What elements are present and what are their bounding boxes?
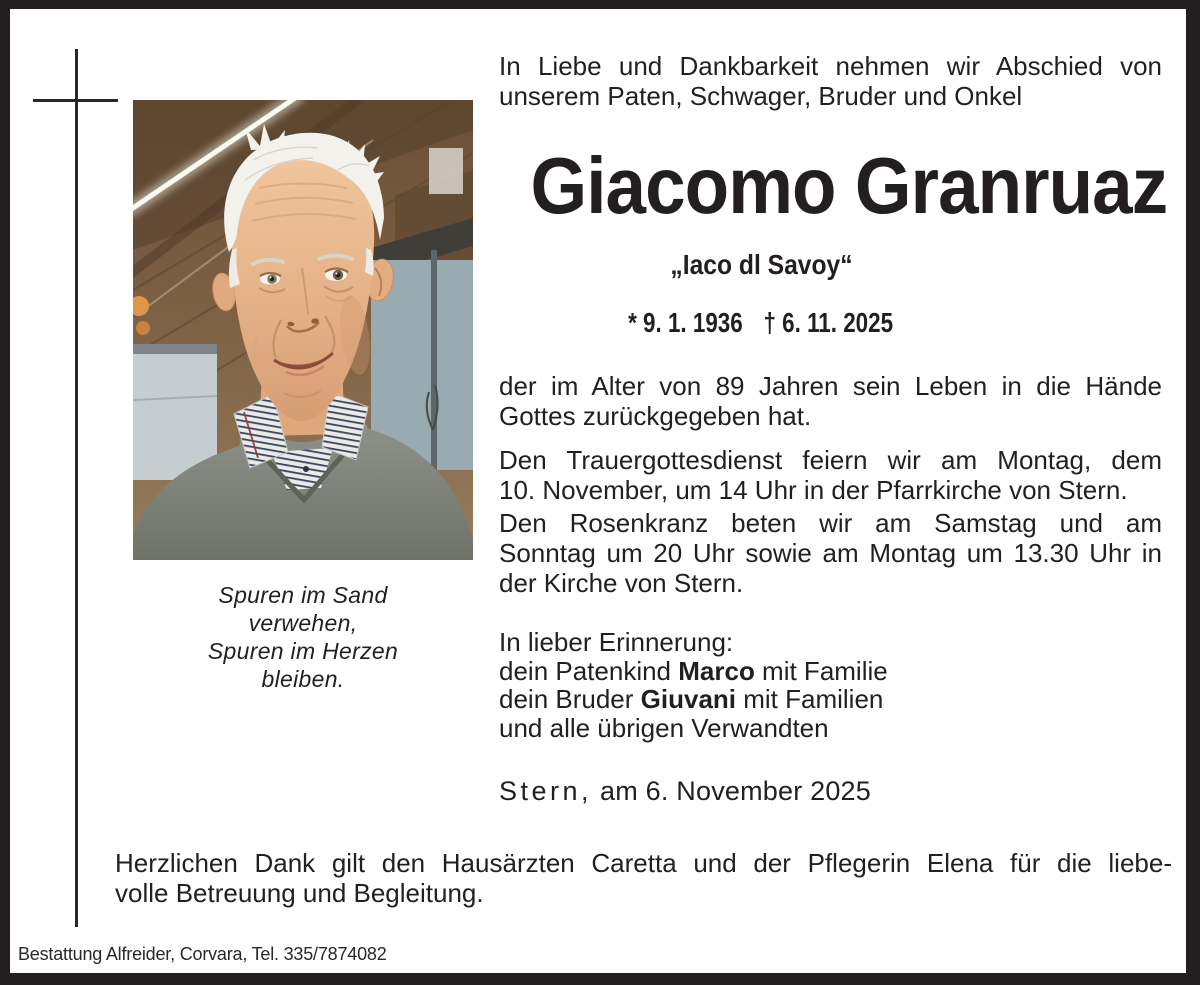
text-line: Herzlichen Dank gilt den Hausärzten Caretta und der Pflegerin Elena für die liebe- — [115, 848, 1172, 878]
paragraph-age — [499, 371, 1162, 431]
text-line: Sonntag um 20 Uhr sowie am Montag um 13.30 Uhr in — [499, 538, 1162, 568]
paragraph-rosary — [499, 508, 1162, 598]
text-line: Den Trauergottesdienst feiern wir am Montag, dem — [499, 445, 1162, 475]
funeral-home-line: Bestattung Alfreider, Corvara, Tel. 335/7874082 — [18, 944, 387, 964]
text-line: unserem Paten, Schwager, Bruder und Onkel — [499, 81, 1023, 111]
notice-sheet — [10, 9, 1186, 973]
text-line: der Kirche von Stern. — [499, 568, 744, 598]
text-line: Spuren im Sand — [218, 582, 388, 608]
text-line: bleiben. — [261, 666, 345, 692]
text-line: In Liebe und Dankbarkeit nehmen wir Abschied von — [499, 51, 1162, 81]
remembrance-line: dein Bruder Giuvani mit Familien — [499, 684, 884, 714]
text-line: Spuren im Herzen — [207, 638, 399, 664]
text-line: Gottes zurückgegeben hat. — [499, 401, 812, 431]
life-dates — [499, 307, 1023, 339]
remembrance-block — [499, 628, 1162, 742]
intro-text — [499, 51, 1162, 111]
nickname: „Iaco dl Savoy“ — [669, 249, 853, 280]
text-line: der im Alter von 89 Jahren sein Leben in die Hände — [499, 371, 1162, 401]
deceased-name: Giacomo Granruaz — [530, 141, 1168, 230]
text-line: volle Betreuung und Begleitung. — [115, 878, 484, 908]
place-date-line: Stern, am 6. November 2025 — [499, 776, 871, 806]
portrait-photo — [133, 100, 473, 560]
text-line: verwehen, — [248, 610, 358, 636]
remembrance-line: dein Patenkind Marco mit Familie — [499, 655, 888, 686]
remembrance-heading: In lieber Erinnerung: — [499, 627, 734, 657]
paragraph-service — [499, 445, 1162, 505]
remembrance-line: und alle übrigen Verwandten — [499, 712, 829, 743]
cross-icon — [75, 49, 78, 927]
shirt-button — [303, 466, 309, 472]
birth-date: * 9. 1. 1936 — [628, 307, 744, 338]
death-date: † 6. 11. 2025 — [763, 307, 894, 338]
text-line: 10. November, um 14 Uhr in der Pfarrkirche von Stern. — [499, 475, 1128, 505]
verse — [133, 581, 473, 693]
cross-icon-bar — [33, 99, 118, 102]
text-line: Den Rosenkranz beten wir am Samstag und am — [499, 508, 1162, 538]
thanks-text — [115, 848, 1172, 908]
